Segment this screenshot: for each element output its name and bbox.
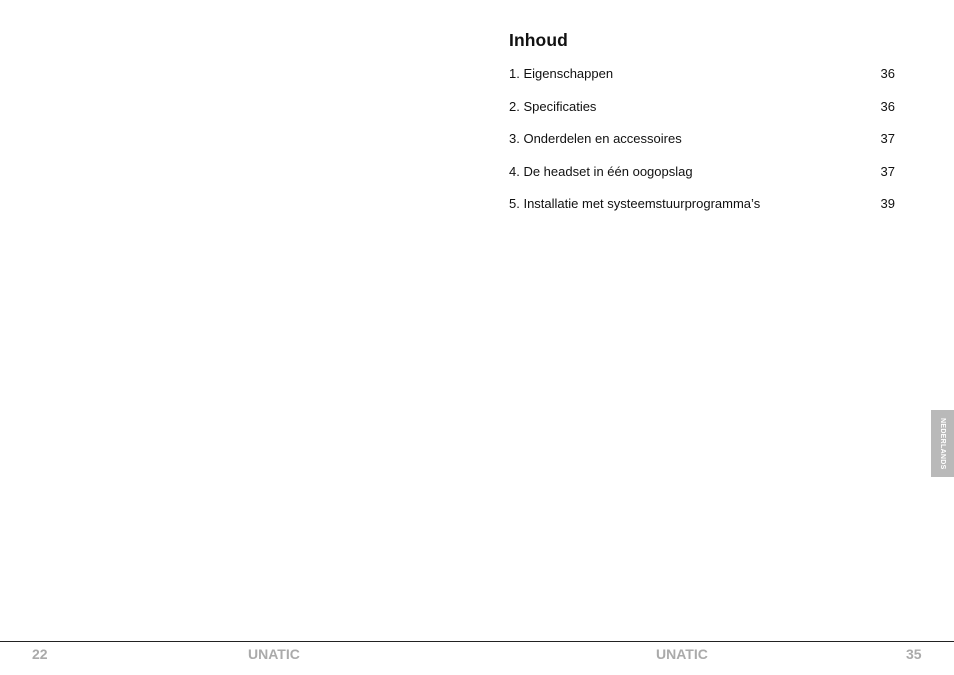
toc-entry-label: 3. Onderdelen en accessoires: [509, 131, 682, 147]
toc-entry[interactable]: [509, 66, 895, 99]
language-side-tab: [931, 410, 954, 477]
left-footer-brand: UNATIC: [248, 646, 300, 662]
toc-entry-label: 5. Installatie met systeemstuurprogramma’s: [509, 196, 761, 212]
toc-entry-page: 36: [880, 98, 895, 114]
toc-entry-label: 4. De headset in één oogopslag: [509, 163, 693, 179]
toc-entry[interactable]: [509, 196, 895, 229]
toc-list: [509, 66, 895, 229]
toc-entry[interactable]: [509, 131, 895, 164]
toc-entry-label: 1. Eigenschappen: [509, 66, 614, 81]
table-of-contents: [509, 29, 895, 229]
toc-entry[interactable]: [509, 99, 895, 132]
right-footer-brand: UNATIC: [656, 646, 708, 662]
footer-divider: [0, 641, 954, 642]
right-page-number: 35: [906, 646, 922, 662]
toc-title: Inhoud: [509, 30, 568, 50]
toc-entry-page: 36: [880, 66, 895, 81]
toc-entry-page: 37: [880, 131, 895, 147]
left-page-number: 22: [32, 646, 48, 662]
toc-entry-page: 37: [880, 163, 895, 179]
toc-entry-page: 39: [880, 196, 895, 212]
toc-entry-label: 2. Specificaties: [509, 98, 597, 114]
language-tab-label: NEDERLANDS: [939, 417, 946, 470]
toc-entry[interactable]: [509, 164, 895, 197]
